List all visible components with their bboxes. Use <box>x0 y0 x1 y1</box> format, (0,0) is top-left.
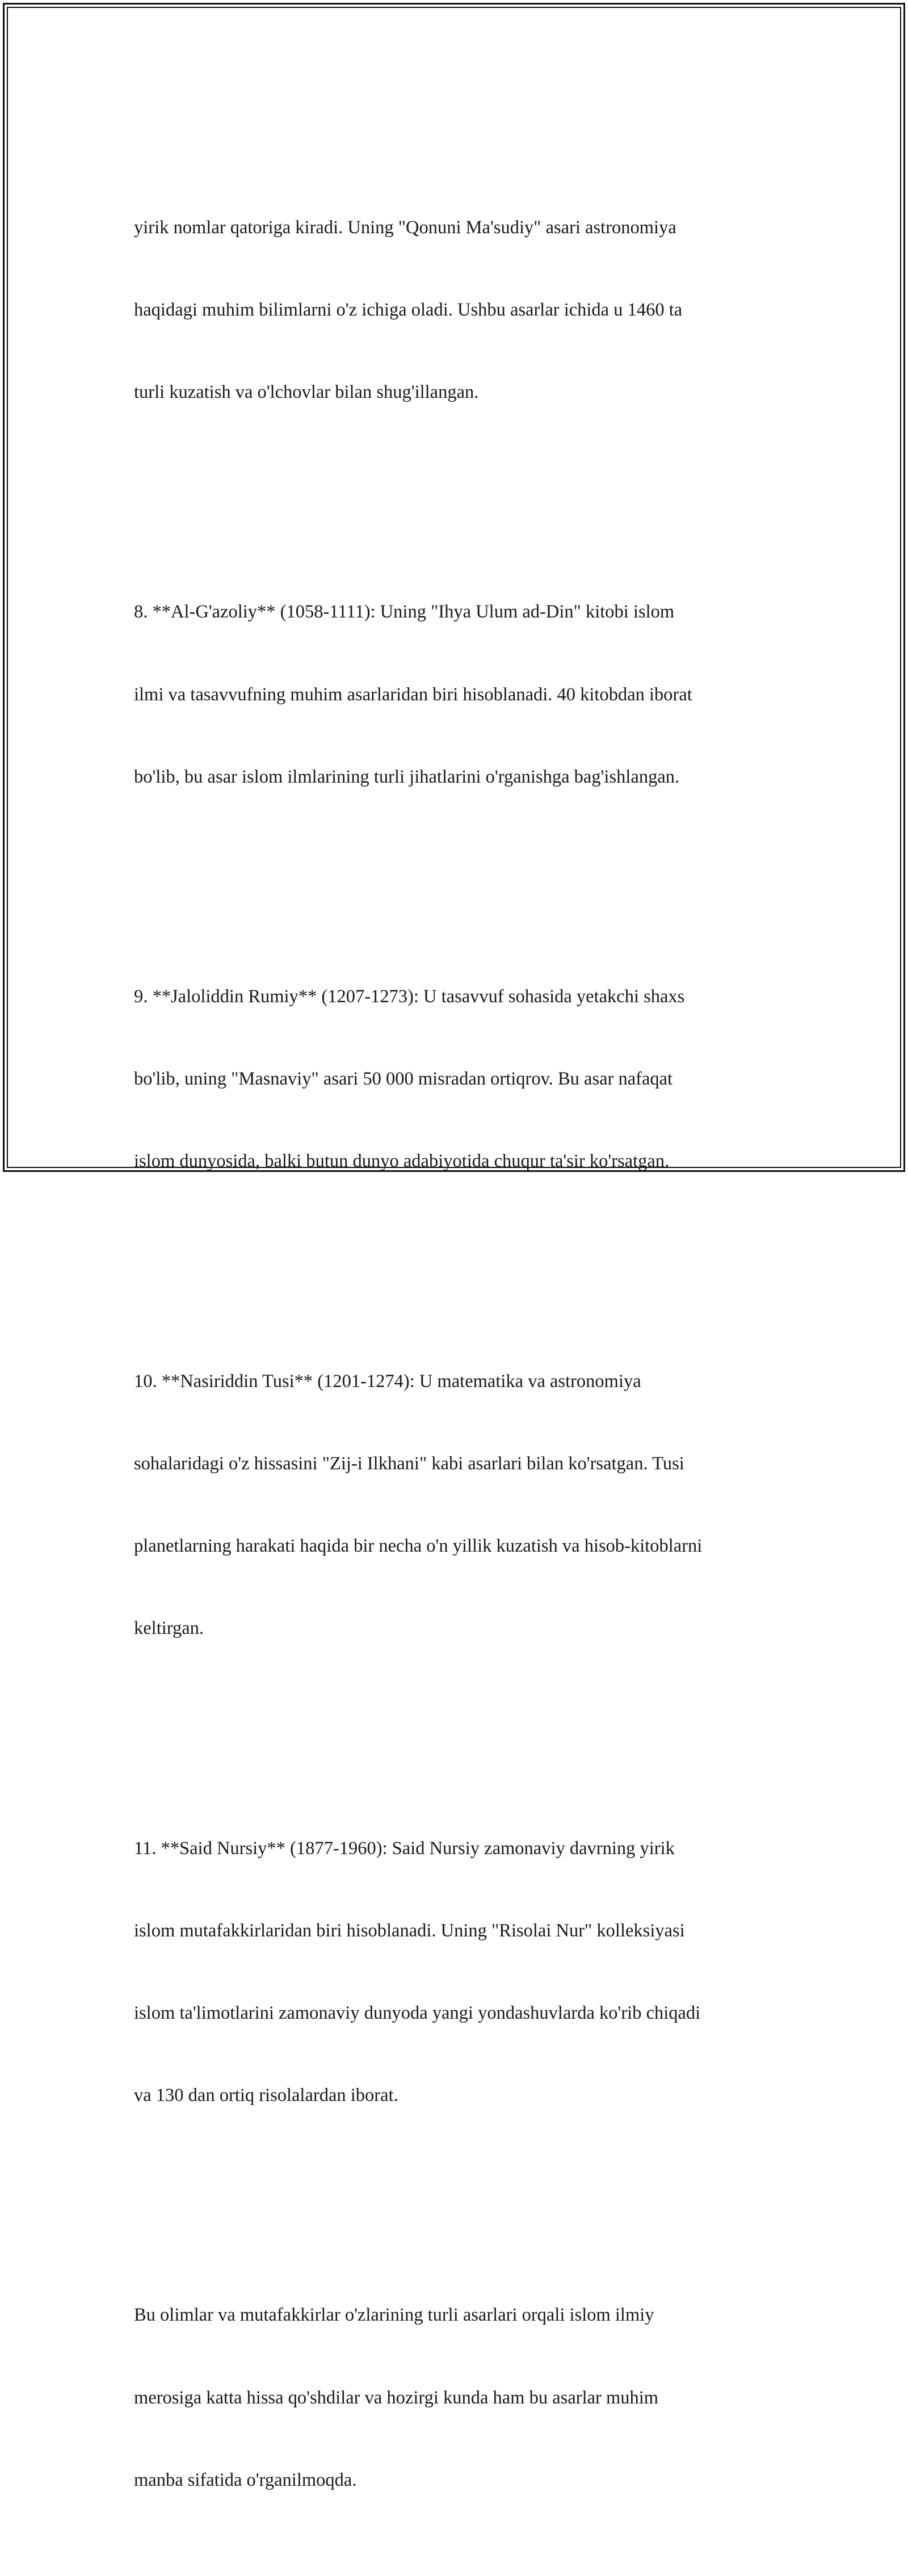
list-item-9-jaloliddin-rumiy <box>134 928 792 1230</box>
list-item-10-nasiriddin-tusi <box>134 1313 792 1697</box>
text-line: haqidagi muhim bilimlarni o'z ichiga oladi. Ushbu asarlar ichida u 1460 ta <box>134 299 683 320</box>
text-line: islom mutafakkirlaridan biri hisoblanadi. Uning "Risolai Nur" kolleksiyasi <box>134 1920 685 1941</box>
text-line: bo'lib, uning "Masnaviy" asari 50 000 misradan ortiqrov. Bu asar nafaqat <box>134 1069 673 1090</box>
text-line: sohalaridagi o'z hissasini "Zij-i Ilkhani" kabi asarlari bilan ko'rsatgan. Tusi <box>134 1453 684 1474</box>
text-line: 8. **Al-G'azoliy** (1058-1111): Uning "Ihya Ulum ad-Din" kitobi islom <box>134 602 675 623</box>
text-line: islom dunyosida, balki butun dunyo adabiyotida chuqur ta'sir ko'rsatgan. <box>134 1151 670 1172</box>
document-body <box>134 104 792 2576</box>
text-line: yirik nomlar qatoriga kiradi. Uning "Qonuni Ma'sudiy" asari astronomiya <box>134 217 676 238</box>
text-line: manba sifatida o'rganilmoqda. <box>134 2469 357 2490</box>
paragraph-intro-continuation <box>134 159 792 461</box>
list-item-8-al-gazoliy <box>134 543 792 845</box>
text-line: keltirgan. <box>134 1618 204 1639</box>
text-line: islom ta'limotlarini zamonaviy dunyoda yangi yondashuvlarda ko'rib chiqadi <box>134 2002 701 2023</box>
text-line: va 130 dan ortiq risolalardan iborat. <box>134 2085 398 2106</box>
text-line: turli kuzatish va o'lchovlar bilan shug'illangan. <box>134 382 479 403</box>
text-line: ilmi va tasavvufning muhim asarlaridan biri hisoblanadi. 40 kitobdan iborat <box>134 684 692 705</box>
text-line: planetlarning harakati haqida bir necha o'n yillik kuzatish va hisob-kitoblarni <box>134 1536 703 1557</box>
list-item-11-said-nursiy <box>134 1780 792 2165</box>
paragraph-conclusion <box>134 2247 792 2549</box>
text-line: 9. **Jaloliddin Rumiy** (1207-1273): U tasavvuf sohasida yetakchi shaxs <box>134 986 685 1007</box>
text-line: merosiga katta hissa qo'shdilar va hozirgi kunda ham bu asarlar muhim <box>134 2387 659 2408</box>
text-line: Bu olimlar va mutafakkirlar o'zlarining turli asarlari orqali islom ilmiy <box>134 2305 654 2326</box>
text-line: 10. **Nasiriddin Tusi** (1201-1274): U matematika va astronomiya <box>134 1371 641 1392</box>
text-line: bo'lib, bu asar islom ilmlarining turli jihatlarini o'rganishga bag'ishlangan. <box>134 766 680 787</box>
text-line: 11. **Said Nursiy** (1877-1960): Said Nursiy zamonaviy davrning yirik <box>134 1838 675 1859</box>
